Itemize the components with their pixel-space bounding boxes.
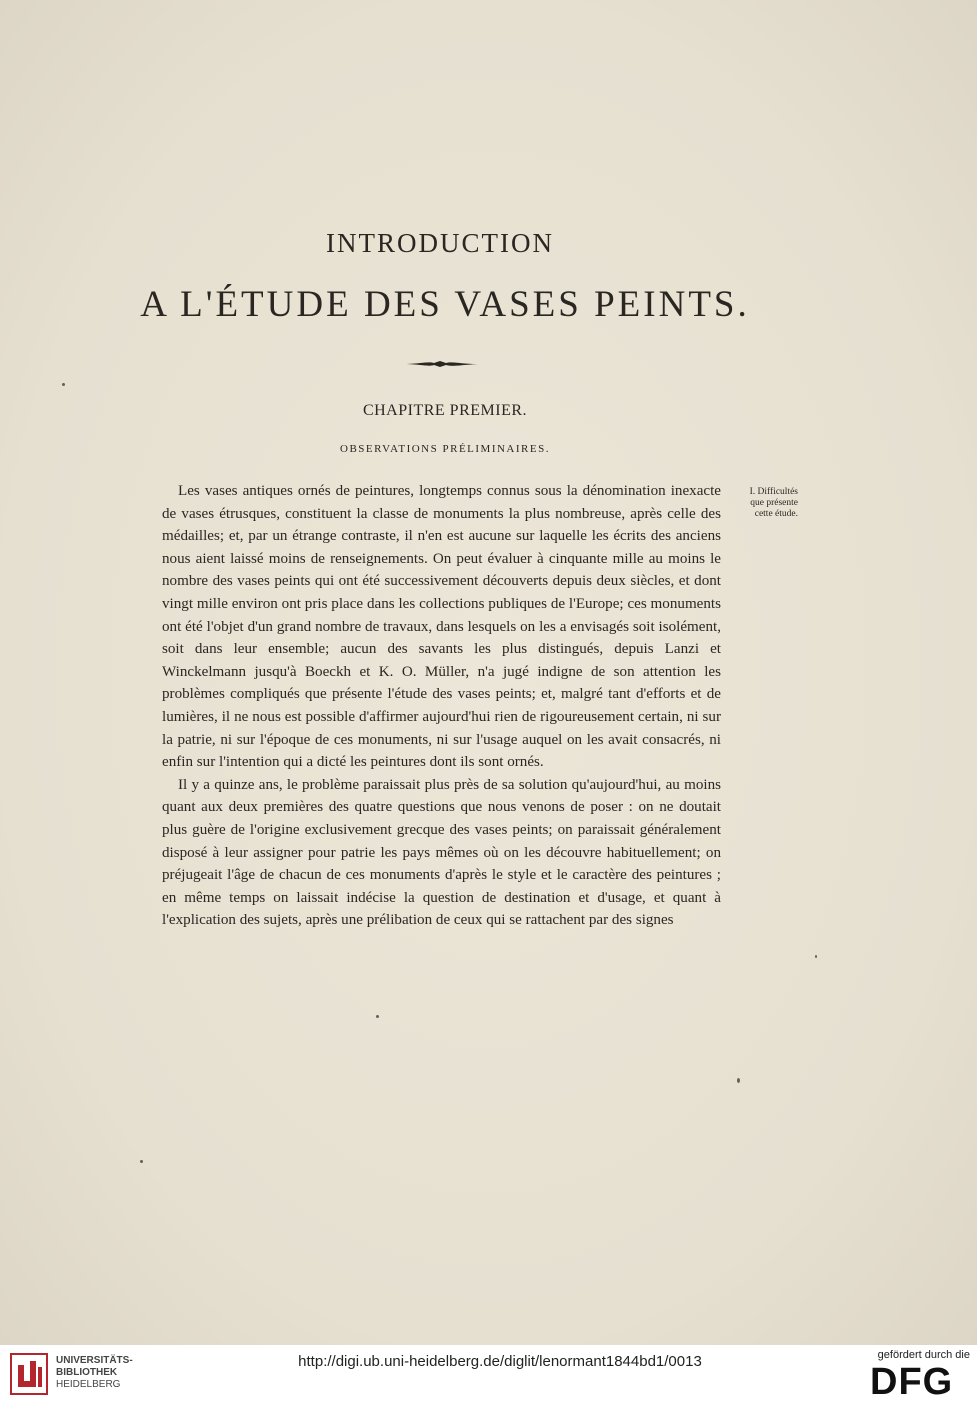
paper-speck	[62, 383, 65, 386]
paper-speck	[815, 955, 817, 958]
title-introduction: INTRODUCTION	[326, 228, 554, 258]
body-text	[162, 480, 721, 932]
paper-speck	[140, 1160, 143, 1163]
paragraph-2: Il y a quinze ans, le problème paraissait plus près de sa solution qu'aujourd'hui, au moins quant aux deux premières des quatre questions que nous venons de poser : on ne doutait plus guère de l'origine exclusivement grecque des vases peints; on paraissait généralement disposé à leur assigner pour patrie les pays mêmes où on les découvre habituellement; on préjugeait l'âge de chacun de ces monuments d'après le style et le caractère des peintures ; en même temps on laissait indécise la question de destination et d'usage, et quant à l'explication des sujets, après une prélibation de ceux qui se rattachent par des signes	[162, 776, 721, 929]
ornament-divider	[400, 358, 480, 370]
margin-note: I. Difficultés que présente cette étude.	[749, 487, 798, 519]
paragraph-1: Les vases antiques ornés de peintures, longtemps connus sous la dénomination inexacte de vases étrusques, constituent la classe de monuments la plus nombreuse, après celle des médailles; et, par un étrange contraste, il n'en est aucune sur laquelle les écrits des anciens nous aient laissé moins de renseignements. On peut évaluer à cinquante mille au moins le nombre des vases peints qui ont été successivement découverts depuis deux siècles, et dont vingt mille environ ont pris place dans les collections publiques de l'Europe; ces monuments ont été l'objet d'un grand nombre de travaux, dans lesquels on les a envisagés soit isolément, soit dans leur ensemble; aucun des savants les plus distingués, depuis Lanzi et Winckelmann jusqu'à Boeckh et K. O. Müller, n'a jugé indigne de son attention les problèmes compliqués que présente l'étude des vases peints; et, malgré tant d'efforts et de lumières, il ne nous est possible d'affirmer aujourd'hui rien de rigoureusement certain, ni sur la patrie, ni sur l'époque de ces monuments, ni sur l'usage auquel on les avait consacrés, ni enfin sur l'intention qui a dicté les peintures dont ils sont ornés.	[162, 483, 721, 771]
paper-speck	[737, 1078, 740, 1083]
section-subheading: OBSERVATIONS PRÉLIMINAIRES.	[340, 443, 550, 455]
paper-speck	[376, 1015, 379, 1018]
title-main: A L'ÉTUDE DES VASES PEINTS.	[140, 284, 750, 325]
dfg-logo: DFG	[870, 1361, 954, 1403]
library-name: UNIVERSITÄTS- BIBLIOTHEK HEIDELBERG	[56, 1355, 133, 1390]
university-logo-icon	[10, 1353, 48, 1395]
chapter-heading: CHAPITRE PREMIER.	[362, 402, 528, 419]
funding-label: gefördert durch die	[877, 1349, 970, 1361]
document-url[interactable]: http://digi.ub.uni-heidelberg.de/diglit/lenormant1844bd1/0013	[298, 1353, 702, 1370]
